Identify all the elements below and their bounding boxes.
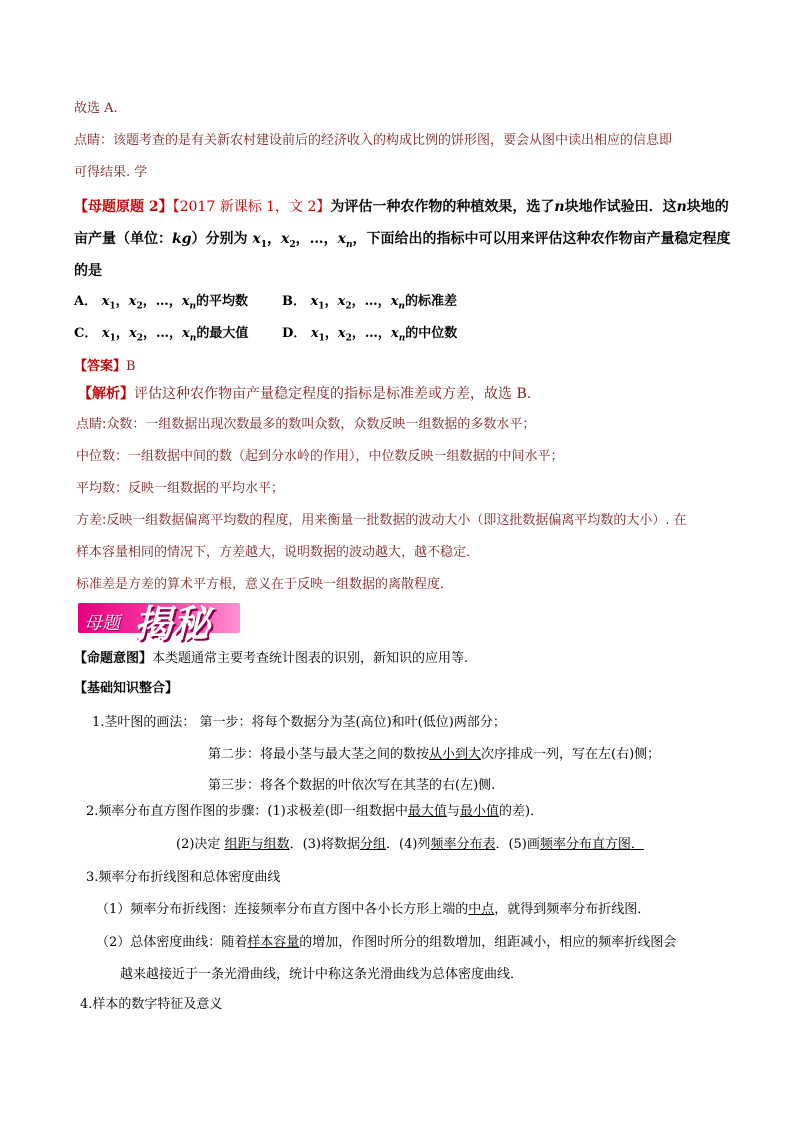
banner-small-text: 母题 [84, 613, 120, 634]
sequence: $x_1$，$x_2$，…，$x_n$ [252, 231, 353, 250]
option-b: B． $x_1$，$x_2$，…，$x_n$的标准差 [282, 294, 457, 312]
knowledge-label: 【基础知识整合】 [74, 681, 179, 696]
note-stddev: 标准差是方差的算术平方根，意义在于反映一组数据的离散程度． [76, 577, 454, 592]
question-line2-c: ，下面给出的指标中可以用来评估这种农作物亩产量稳定程度 [352, 231, 731, 247]
item3-p3: 越来越接近于一条光滑曲线，统计中称这条光滑曲线为总体密度曲线． [120, 967, 524, 982]
section-banner [78, 602, 240, 646]
note-variance-2: 样本容量相同的情况下，方差越大，说明数据的波动越大，越不稳定． [76, 545, 480, 560]
comment-line-2: 可得结果. 学 [74, 165, 148, 180]
analysis-text: 评估这种农作物亩产量稳定程度的指标是标准差或方差，故选 B. [134, 386, 532, 402]
conclusion-line: 故选 A. [74, 101, 118, 116]
unit-kg: kg [172, 231, 192, 247]
question-text-c: 块地的 [686, 199, 729, 215]
item1-step1: 1.茎叶图的画法： 第一步：将每个数据分为茎(高位)和叶(低位)两部分； [92, 715, 506, 730]
question-label: 【母题原题 2】 [74, 199, 173, 215]
answer-value: B [126, 359, 136, 374]
option-d: D． $x_1$，$x_2$，…，$x_n$的中位数 [282, 326, 458, 344]
banner-big-text: 揭秘 [134, 602, 211, 646]
var-n-2: n [676, 199, 687, 215]
item3-title: 3.频率分布折线图和总体密度曲线 [86, 870, 281, 885]
intent-label: 【命题意图】 [74, 651, 153, 666]
var-n-1: n [554, 199, 565, 215]
item2-line2: (2)决定 组距与组数．(3)将数据分组．(4)列频率分布表．(5)画频率分布直方图． [176, 837, 644, 852]
question-source: 【2017 新课标 1，文 2】 [172, 199, 331, 215]
option-a: A． $x_1$，$x_2$，…，$x_n$的平均数 [74, 294, 249, 312]
item3-p2: （2）总体密度曲线：随着样本容量的增加，作图时所分的组数增加，组距减小，相应的频率折线图会 [96, 935, 677, 950]
item1-step3: 第三步：将各个数据的叶依次写在其茎的右(左)侧. [208, 778, 496, 793]
item2-line1: 2.频率分布直方图作图的步骤：(1)求极差(即一组数据中最大值与最小值的差)． [86, 804, 544, 819]
question-text-a: 为评估一种农作物的种植效果，选了 [330, 199, 555, 215]
question-line2-b: ）分别为 [191, 231, 248, 247]
question-line2-a: 亩产量（单位： [74, 231, 172, 247]
option-c: C． $x_1$，$x_2$，…，$x_n$的最大值 [74, 326, 249, 344]
item4-title: 4.样本的数字特征及意义 [80, 997, 223, 1012]
answer-label: 【答案】 [74, 359, 127, 374]
note-variance-1: 方差:反映一组数据偏离平均数的程度，用来衡量一批数据的波动大小（即这批数据偏离平均数的大小）. 在 [76, 513, 687, 528]
analysis-line [78, 385, 531, 403]
note-median: 中位数：一组数据中间的数（起到分水岭的作用），中位数反映一组数据的中间水平； [76, 449, 564, 464]
question-line-1 [74, 198, 729, 216]
question-text-b: 块地作试验田．这 [564, 199, 677, 215]
intent-line [74, 650, 468, 668]
item3-p1: （1）频率分布折线图：连接频率分布直方图中各小长方形上端的中点，就得到频率分布折线图． [96, 902, 651, 917]
question-line-2 [74, 230, 731, 254]
comment-line-1: 点睛：该题考查的是有关新农村建设前后的经济收入的构成比例的饼形图，要会从图中读出相应的信息即 [74, 133, 673, 148]
note-mean: 平均数：反映一组数据的平均水平； [76, 481, 285, 496]
answer-line [74, 358, 136, 376]
analysis-label: 【解析】 [78, 386, 134, 402]
item1-step2: 第二步：将最小茎与最大茎之间的数按从小到大次序排成一列，写在左(右)侧； [208, 747, 661, 762]
note-mode: 点睛:众数：一组数据出现次数最多的数叫众数，众数反映一组数据的多数水平； [76, 417, 536, 432]
intent-text: 本类题通常主要考查统计图表的识别，新知识的应用等. [152, 651, 469, 666]
question-line-3: 的是 [74, 263, 102, 279]
